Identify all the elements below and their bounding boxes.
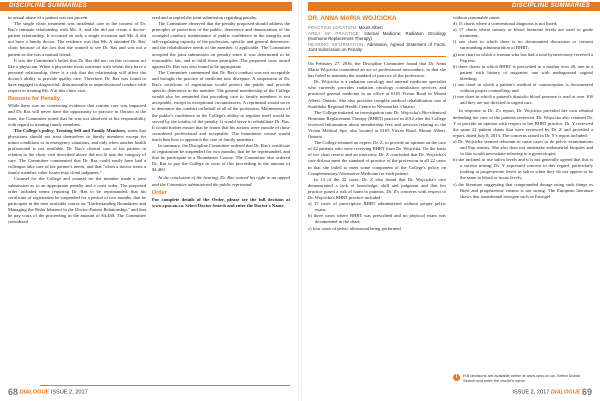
meta-row: HEARING INFORMATION: Admission, Agreed Statement of Facts, Joint Submission on Penalty: [308, 41, 447, 53]
list-item: h) three charts in which BHRT is prescribed to a mother over 40, one in a patient with history of migraine; one with undiagnosed vaginal bleeding;: [453, 63, 593, 81]
left-column-1: [8, 15, 146, 225]
paragraph: While there was no convincing evidence that routine care was impacted and Dr. Ras will never have the opportunity to practice in Ontario at the time, the Committee noted that he was not absolved of his responsibility with regard to treating family members.: [8, 103, 146, 127]
paragraph: The College initiated an investigation into Dr. Wojcicka's Bio-identical Hormone Replacement Therapy (BHRT) practice in 2012 after the College received information about membership fees and services relating to the Vivian Medical Spa, also located at 6165 Vivian Road, Mount Albert, Ontario.: [308, 109, 446, 140]
paragraph: In response to Dr. Z's report, Dr. Wojcicka provided her own rebuttal defending her care of the patients reviewed. Dr. Wojcicka also retained Dr. Y to provide an opinion with respect to her BHRT practice. Dr. Y reviewed the same 22 patient charts that were reviewed by Dr. Z and provided a report, dated July 8, 2013. The concerns raised in Dr. Y's report included:: [453, 108, 593, 138]
paragraph: Counsel for the College and counsel for the member made a joint submission as to an appropriate penalty and a costs order. The proposed order included terms requiring Dr. Ras to be reprimanded, that his certificate of registration be suspended for a period of two months, that he participate in the next available course on "Understanding Boundaries and Managing the Risks Inherent in the Doctor-Patient Relationship," and that he pay costs of the proceeding in the amount of $4,460. The Committee considered: [8, 176, 146, 225]
paragraph: The Committee commented that Dr. Ras's conduct was not acceptable and brought the practice of medicine into disrepute. A suspension of Dr. Ras's certificate of registration would protect the public and provide specific deterrence to the member. The general membership of the College would also be reminded that providing care to family members is not acceptable, except in exceptional circumstances. A reprimand would serve to denounce the conduct on behalf of all of the profession. Maintenance of the public's confidence in the College's ability to regulate itself would be served by the totality of the penalty. It would serve to rehabilitate Dr. Ras. It would further ensure that he learns that his actions were outside of those considered professional and acceptable. The boundaries course would teach him how to approach the care of family members.: [152, 69, 290, 142]
dr-y-concerns-list: [453, 139, 593, 200]
doctor-info-box: [308, 15, 446, 57]
reasons-heading: Reasons for Penalty: [8, 96, 60, 103]
issue-label: ISSUE 2, 2017: [50, 389, 88, 396]
online-note: [453, 373, 593, 385]
doctor-name: DR. ANNA MARIA WOJCICKA: [308, 15, 397, 22]
order-heading: Order: [152, 189, 167, 196]
list-item: b) three cases where BHRT was prescribed and no physical exam was documented in the chart;: [308, 213, 446, 225]
list-item: a) Dr. Wojcicka seemed reluctant in some cases to do pelvic examinations and Pap smears. She also does not undertake endometrial biopsies and so this would necessitate referring to a gynecologist;: [453, 138, 593, 157]
page-number: 68: [8, 387, 19, 397]
list-item: b) she inclined to use saliva levels and it is not generally agreed that this is a current testing. Dr. Y expressed concern in this regard, particularly looking at progesterone levels in saliva when they do not appear to be the same in blood or tissue levels;: [453, 157, 593, 181]
footer-left: [8, 386, 88, 398]
section-header-left: DISCIPLINE SUMMARIES: [9, 3, 88, 9]
section-header-right: DISCIPLINE SUMMARIES: [511, 3, 590, 9]
policy-name: The College's policy, Treating Self and Family Members,: [14, 127, 127, 133]
left-column-2: [152, 15, 290, 209]
page-number: 69: [581, 387, 592, 397]
list-item: d) 15 charts where a conventional diagnosis is not listed;: [453, 21, 558, 27]
list-item: e) 17 charts where urinary or blood hormone levels are used to guide treatment;: [453, 27, 593, 39]
footer-right: [512, 386, 592, 398]
concerns-list: [308, 201, 446, 231]
list-item: c) the literature suggesting that compounded dosage using such things as Biest and progesterone creams is not strong. The European literature shows that transdermal estrogen such as Estrogel: [453, 181, 593, 199]
magazine-name: DIALOGUE: [550, 389, 581, 396]
info-icon: i: [453, 374, 460, 381]
list-item: j) one chart in which a patient's diastolic blood pressure is read at over 100 and they are not directed to urgent care.: [453, 94, 593, 106]
paragraph: At the conclusion of the hearing, Dr. Ras waived his right to an appeal and the Committee administered the public reprimand.: [152, 175, 290, 187]
right-column-2: [453, 15, 593, 200]
list-item: without reasonable cause;: [453, 15, 501, 20]
paragraph: ered and accepted the joint submission regarding penalty.: [152, 15, 258, 20]
meta-row: AREA OF PRACTICE: Internal Medicine; Radiation Oncology (Hormone Replacement Therapy): [308, 30, 446, 42]
paragraph: The Committee observed that the penalty proposed should address the principles of protection of the public, deterrence and denunciation of the wrongful conduct, maintenance of public confidence in the integrity and self-regulating capacity of the profession, specific and general deterrence, and the rehabilitative needs of the member, if applicable. The Committee accepted the joint submission on penalty since it was determined to be reasonable, fair, and to fulfil those principles. The proposed costs award against Dr. Ras was also found to be appropriate.: [152, 21, 290, 69]
paragraph: Dr. Wojcicka is a radiation oncology and internal medicine specialist who currently provides radiation oncology consultation services and practiced general medicine in an office at 6165 Vivian Road in Mount Albert, Ontario. She also provides complex medical rehabilitation care at Southlake Regional Health Centre in Newmarket, Ontario.: [308, 79, 446, 109]
right-column-1: [308, 15, 446, 232]
paragraph: The College retained an expert, Dr. Z, to provide an opinion on the care of 22 patients who were receiving BHRT from Dr. Wojcicka. On the basis of her chart review and an interview, Dr. Z concluded that Dr. Wojcicka's care did not meet the standard of practice of the profession in all 22 cases in that she failed to meet some component of the College's policy on Complementary/Alternative Medicine for each patient.: [308, 140, 446, 176]
paragraph: It was the Committee's belief that Dr. Ras did not, on this occasion act like a physician. When a physician treats someone with whom they have a personal relationship, there is a risk that the relationship will affect the doctor's ability to provide quality care. Therefore, Dr. Ras was found to have engaged in disgraceful, dishonourable or unprofessional conduct with respect to treating Ms. A at this clinic visit.: [8, 57, 146, 94]
list-item: i) one chart in which a patient's method of contraception is documented without proper counselling; and: [453, 82, 593, 94]
paragraph: In summary, the Discipline Committee ordered that Dr. Ras's certificate of registration be suspended for two months, that he be reprimanded, and that he participate in a Boundaries Course. The Committee also ordered Dr. Ras to pay the College in costs of this proceeding in the amount of $4,460.: [152, 142, 290, 173]
list-item: a) 17 cases of prescriptive BHRT administered without proper pelvic exam;: [308, 201, 446, 213]
list-item: c) four cases of pelvic ultrasound being performed: [308, 225, 401, 231]
list-item: g) one chart in which a woman who has had a total hysterectomy received a Pap test;: [453, 51, 593, 63]
right-page: [300, 0, 600, 401]
note-text: Full decisions are available online at www.cpso.on.ca. Select Doctor Search and enter the doctor's name.: [463, 373, 581, 383]
order-details: For complete details of the Order, please see the full decision at www.cpso.on.ca. Select Doctor Search and enter the Doctor's Name.: [152, 196, 290, 208]
concerns-list-continued: [453, 15, 593, 106]
paragraph: In 14 of the 22 cases, Dr. Z also found that Dr. Wojcicka's care demonstrated a lack of knowledge, skill and judgment and that her practice posed a risk of harm to patients. Dr. Z's concerns with respect to Dr. Wojcicka's BHRT practice included:: [308, 176, 446, 201]
paragraph-text: states that physicians should not treat themselves or family members except for minor conditions or in emergency situations, and only when another health professional is not available. Dr. Ras's clinical care of his partner in relation to the clinic visit described above did not fit into the category of care. The Committee commented that Dr. Ras could easily have had a colleague take care of his partner's needs, and that "when a doctor treats a family member, other issues may cloud judgment.": [8, 127, 146, 176]
paragraph: in sexual abuse of a patient was not proven.: [8, 15, 89, 20]
issue-label: ISSUE 2, 2017: [512, 389, 550, 396]
paragraph: [8, 128, 146, 177]
paragraph: On February 27, 2016, the Discipline Committee found that Dr. Anna Maria Wojcicka committed an act of professional misconduct, in that she has failed to maintain the standard of practice of the profession.: [308, 60, 446, 79]
list-item: f) one chart in which there is no documented discussion or consent surrounding administration of BHRT;: [453, 39, 593, 51]
paragraph: The single clinic treatment was incidental care in the context of Dr. Ras's intimate relationship with Ms. A, and she did not create a doctor-patient relationship. It occurred on only a single occasion and Ms. A did not have a family doctor. The evidence was that Ms. A attended Dr. Ras' clinic because of the fact that she wanted to see Dr. Ras and was not a patient as she was a mutual friend.: [8, 21, 146, 57]
meta-row: PRACTICE LOCATION: Mount Albert: [308, 25, 383, 30]
magazine-name: DIALOGUE: [19, 389, 50, 396]
